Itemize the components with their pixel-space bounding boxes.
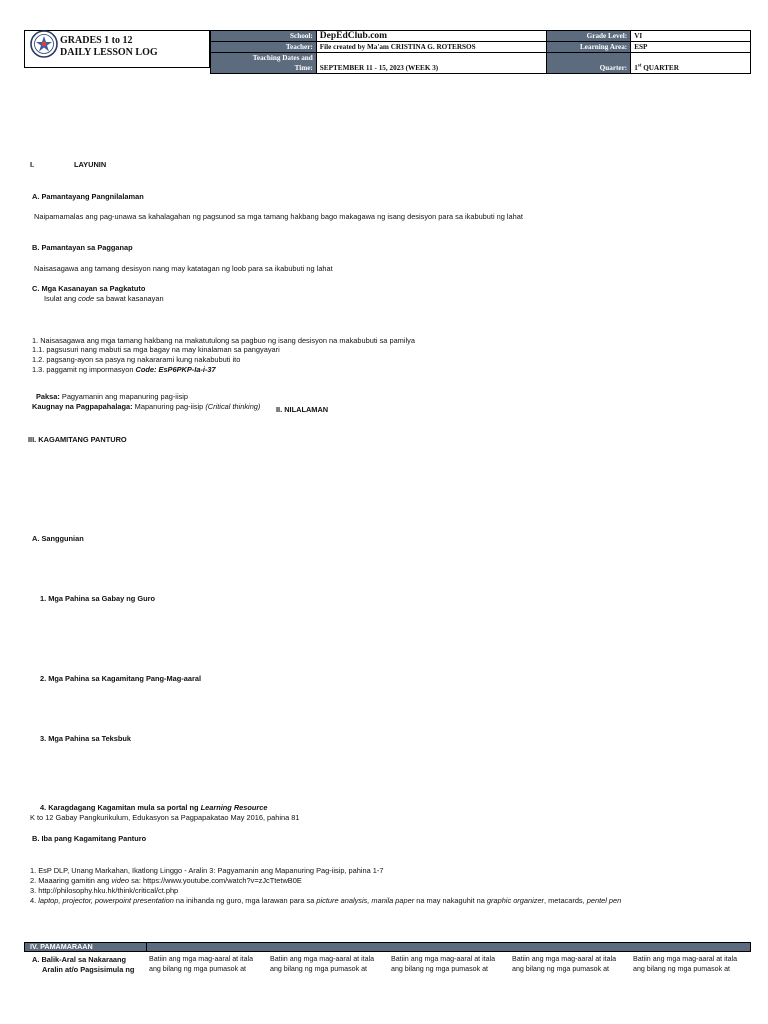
kasanayan-instruction-code: code	[78, 294, 95, 303]
school-value: DepEdClub.com	[316, 31, 547, 42]
kasanayan-instruction-b: sa bawat kasanayan	[94, 294, 164, 303]
kasanayan-code: Code: EsP6PKP-Ia-i-37	[135, 365, 216, 374]
paksa-label: Paksa:	[36, 392, 60, 401]
iba-item-4-num: 4.	[30, 896, 39, 905]
kasanayan-item-1-1: 1.1. pagsusuri nang mabuti sa mga bagay na may kinalaman sa pangyayari	[32, 345, 280, 354]
section-1-number: I.	[30, 160, 35, 169]
dates-label-line1: Teaching Dates and	[252, 54, 313, 62]
learning-resource-heading	[40, 803, 268, 812]
iba-item-1: 1. EsP DLP, Unang Markahan, Ikatlong Linggo - Aralin 3: Pagyamanin ang Mapanuring Pag-iisip, pahina 1-7	[30, 866, 384, 875]
kaugnay-em: (Critical thinking)	[205, 402, 261, 411]
grade-level-value: VI	[631, 31, 751, 42]
day-5-text: Batiin ang mga mag-aaral at itala ang bilang ng mga pumasok at	[633, 955, 738, 973]
teacher-value: File created by Ma'am CRISTINA G. ROTERSOS	[316, 42, 547, 53]
quarter-suffix: st	[637, 63, 642, 69]
teacher-label: Teacher:	[211, 42, 317, 53]
iba-item-2-em: video	[111, 876, 130, 885]
deped-seal-icon	[30, 30, 58, 58]
kasanayan-item-1-2: 1.2. pagsang-ayon sa pasya ng nakararami kung nakabubuti ito	[32, 355, 241, 364]
iba-item-4-d: na may nakaguhit na	[414, 896, 487, 905]
gabay-ng-guro-heading: 1. Mga Pahina sa Gabay ng Guro	[40, 594, 155, 603]
pamantayang-pangnilalaman-text: Naipamamalas ang pag-unawa sa kahalagahan ng pagsunod sa mga tamang hakbang bago makagawa ng isang desisyon para sa ikabubuti ng lahat	[34, 212, 523, 221]
paksa-text: Pagyamanin ang mapanuring pag-iisip	[59, 392, 189, 401]
iba-item-4-c: picture analysis, manila paper	[316, 896, 415, 905]
iba-item-4-g: pentel pen	[586, 896, 622, 905]
kaugnay-text: Mapanuring pag-iisip	[132, 402, 206, 411]
learning-area-value: ESP	[631, 42, 751, 53]
learning-area-label: Learning Area:	[547, 42, 631, 53]
kagamitang-pang-mag-aaral-heading: 2. Mga Pahina sa Kagamitang Pang-Mag-aaral	[40, 674, 201, 683]
dates-label-line2: Time:	[294, 64, 313, 72]
day-2-text: Batiin ang mga mag-aaral at itala ang bilang ng mga pumasok at	[270, 955, 375, 973]
title-daily-lesson-log: DAILY LESSON LOG	[60, 47, 158, 58]
iba-pang-kagamitan-heading: B. Iba pang Kagamitang Panturo	[32, 834, 147, 843]
pamantayan-sa-pagganap-text: Naisasagawa ang tamang desisyon nang may katatagan ng loob para sa ikabubuti ng lahat	[34, 264, 333, 273]
iba-item-3: 3. http://philosophy.hku.hk/think/critical/ct.php	[30, 886, 179, 895]
title-grades: GRADES 1 to 12	[60, 35, 133, 46]
iba-item-4-a: laptop, projector, powerpoint presentation	[38, 896, 174, 905]
sanggunian-heading: A. Sanggunian	[32, 534, 84, 543]
day-1-text: Batiin ang mga mag-aaral at itala ang bilang ng mga pumasok at	[149, 955, 254, 973]
quarter-number: 1	[634, 64, 638, 72]
pamamaraan-heading: IV. PAMAMARAAN	[30, 942, 93, 951]
paksa-line	[36, 392, 188, 401]
grade-level-label: Grade Level:	[547, 31, 631, 42]
kasanayan-item-1: 1. Naisasagawa ang mga tamang hakbang na makatutulong sa pagbuo ng isang desisyon na makabubuti sa pamilya	[32, 336, 415, 345]
kasanayan-instruction-a: Isulat ang	[44, 294, 79, 303]
school-label: School:	[211, 31, 317, 42]
dates-label	[211, 53, 317, 74]
iba-item-2	[30, 876, 302, 885]
learning-resource-em: Learning Resource	[200, 803, 268, 812]
section-1-title: LAYUNIN	[74, 160, 107, 169]
quarter-text: QUARTER	[641, 64, 679, 72]
iba-item-4-e: graphic organizer	[486, 896, 545, 905]
iba-item-4-f: , metacards,	[544, 896, 587, 905]
section-3-kagamitang-panturo: III. KAGAMITANG PANTURO	[28, 435, 127, 444]
kasanayan-heading: C. Mga Kasanayan sa Pagkatuto	[32, 284, 146, 293]
learning-resource-text: 4. Karagdagang Kagamitan mula sa portal ng	[40, 803, 201, 812]
kasanayan-item-1-3-text: 1.3. paggamit ng impormasyon	[32, 365, 136, 374]
day-3-text: Batiin ang mga mag-aaral at itala ang bilang ng mga pumasok at	[391, 955, 496, 973]
iba-item-2-a: 2. Maaaring gamitin ang	[30, 876, 112, 885]
balik-aral-label-line2: Aralin at/o Pagsisimula ng	[42, 965, 135, 974]
learning-resource-reference: K to 12 Gabay Pangkurikulum, Edukasyon sa Pagpapakatao May 2016, pahina 81	[30, 813, 300, 822]
iba-item-2-b: sa: https://www.youtube.com/watch?v=zJcTtetwB0E	[129, 876, 302, 885]
teksbuk-heading: 3. Mga Pahina sa Teksbuk	[40, 734, 132, 743]
balik-aral-label-line1: A. Balik-Aral sa Nakaraang	[32, 955, 127, 964]
header-info-table	[210, 30, 751, 74]
pamamaraan-header-bar	[24, 942, 751, 952]
iba-item-4	[30, 896, 621, 905]
section-2-nilalaman: II. NILALAMAN	[276, 405, 329, 414]
kaugnay-label: Kaugnay na Pagpapahalaga:	[32, 402, 133, 411]
quarter-label: Quarter:	[547, 53, 631, 74]
quarter-value	[631, 53, 751, 74]
pamantayang-pangnilalaman-heading: A. Pamantayang Pangnilalaman	[32, 192, 144, 201]
kaugnay-line	[32, 402, 260, 411]
day-4-text: Batiin ang mga mag-aaral at itala ang bilang ng mga pumasok at	[512, 955, 617, 973]
dates-value: SEPTEMBER 11 - 15, 2023 (WEEK 3)	[316, 53, 547, 74]
kasanayan-instruction	[44, 294, 164, 303]
pamantayan-sa-pagganap-heading: B. Pamantayan sa Pagganap	[32, 243, 133, 252]
kasanayan-item-1-3	[32, 365, 216, 374]
iba-item-4-b: na inihanda ng guro, mga larawan para sa	[173, 896, 317, 905]
